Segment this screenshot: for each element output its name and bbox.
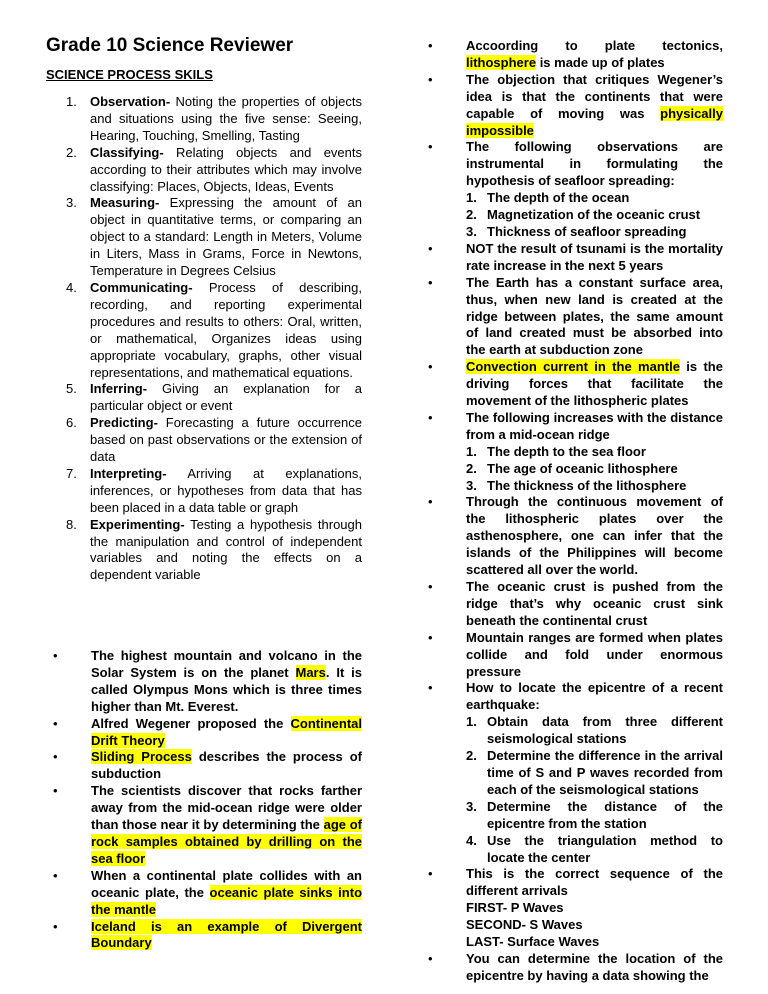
skill-number: 1. — [66, 94, 77, 109]
sub-item: 4. Use the triangulation method to locate the center — [466, 832, 723, 865]
skill-description: Giving an explanation for a particular object or event — [90, 381, 362, 414]
skill-item — [46, 381, 362, 415]
fact-item: • Convection current in the mantle is the driving forces that facilitate the movement of the lithospheric plates — [421, 359, 723, 410]
highlight: oceanic plate sinks into the mantle — [91, 884, 363, 917]
fact-item: • NOT the result of tsunami is the mortality rate increase in the next 5 years — [421, 241, 723, 275]
fact-item: • This is the correct sequence of the different arrivals FIRST- P Waves SECOND- S Waves LAST- Surface Waves — [421, 866, 723, 951]
skill-number: 3. — [66, 195, 77, 211]
skill-description: Testing a hypothesis through the manipulation and control of independent variables and noting the effects on a dependent variable — [90, 516, 362, 583]
fact-item: • The following increases with the distance from a mid-ocean ridge 1. The depth to the sea floor 2. The age of oceanic lithosphere 3. The thickness of the lithosphere — [421, 410, 723, 495]
skill-term: Predicting- — [90, 415, 158, 431]
skill-description: Process of describing, recording, and reporting experimental procedures and results to others: Oral, written, or mathematical, Organizes ideas using appropriate vocabulary, graphs, other visual representations, and mathematical equations. — [90, 279, 362, 380]
highlight: Iceland is an example of Divergent Boundary — [91, 918, 362, 951]
section-title: SCIENCE PROCESS SKILS — [46, 67, 213, 82]
sub-item: 2. The age of oceanic lithosphere — [466, 460, 678, 476]
page-title: Grade 10 Science Reviewer — [46, 35, 294, 56]
sub-item: 1. The depth of the ocean — [466, 190, 630, 206]
highlight: Continental Drift Theory — [91, 715, 362, 748]
arrival-line: FIRST- P Waves — [466, 900, 564, 916]
skill-item — [46, 94, 362, 145]
sub-list — [466, 444, 723, 495]
skill-number: 7. — [66, 465, 77, 481]
sub-item: 3. The thickness of the lithosphere — [466, 477, 687, 493]
fact-item: • The scientists discover that rocks farther away from the mid-ocean ridge were older than those near it by determining the age of rock samples obtained by drilling on the sea floor — [46, 783, 362, 868]
skill-term: Classifying- — [90, 144, 164, 160]
skill-description: Arriving at explanations, inferences, or hypotheses from data that has been placed in a data table or graph — [90, 465, 362, 515]
fact-item: • Accoording to plate tectonics, lithosphere is made up of plates — [421, 38, 723, 72]
skill-number: 2. — [66, 144, 77, 160]
sub-item: 2. Determine the difference in the arrival time of S and P waves recorded from each of the seismological stations — [466, 748, 723, 797]
fact-item: • Mountain ranges are formed when plates collide and fold under enormous pressure — [421, 630, 723, 681]
arrival-line: LAST- Surface Waves — [466, 934, 600, 950]
fact-item: • Sliding Process describes the process of subduction — [46, 749, 362, 783]
fact-item: • When a continental plate collides with an oceanic plate, the oceanic plate sinks into the mantle — [46, 868, 362, 919]
right-facts-list — [421, 38, 723, 985]
skill-term: Communicating- — [90, 279, 193, 295]
skill-description: Expressing the amount of an object in quantitative terms, or comparing an object to a standard: Length in Meters, Volume in Liters, Mass in Grams, Force in Newtons, Temperature in Degrees Celsius — [90, 195, 362, 279]
fact-item: • The oceanic crust is pushed from the ridge that’s why oceanic crust sink beneath the continental crust — [421, 579, 723, 630]
highlight: physically impossible — [466, 105, 723, 138]
skill-term: Observation- — [90, 94, 171, 109]
skill-item — [46, 280, 362, 381]
fact-item: • Through the continuous movement of the lithospheric plates over the asthenosphere, one can infer that the islands of the Philippines will become scattered all over the world. — [421, 494, 723, 579]
skill-term: Measuring- — [90, 195, 160, 211]
fact-item-highlighted — [46, 919, 362, 953]
highlight: Mars — [295, 664, 326, 680]
sub-list — [466, 714, 723, 866]
sub-item: 2. Magnetization of the oceanic crust — [466, 207, 701, 223]
fact-item: • Alfred Wegener proposed the Continental Drift Theory — [46, 716, 362, 750]
sub-item: 3. Thickness of seafloor spreading — [466, 223, 687, 239]
arrival-line: SECOND- S Waves — [466, 917, 583, 933]
skill-term: Experimenting- — [90, 516, 185, 532]
highlight: lithosphere — [466, 54, 537, 70]
skill-number: 5. — [66, 381, 77, 397]
fact-item: • The objection that critiques Wegener’s idea is that the continents that were capable of moving was physically impossible — [421, 72, 723, 140]
arrival-sequence — [466, 900, 723, 951]
skill-number: 6. — [66, 415, 77, 431]
fact-item: • How to locate the epicentre of a recent earthquake: 1. Obtain data from three different seismological stations 2. Determine the difference in the arrival time of S and P waves recorded from each of the seismological stations 3. Determine the distance of the epicentre from the station 4. Use the triangulation method to locate the center — [421, 680, 723, 866]
skill-item — [46, 145, 362, 196]
fact-item: • The Earth has a constant surface area, thus, when new land is created at the ridge between plates, the same amount of land created must be absorbed into the earth at subduction zone — [421, 275, 723, 360]
sub-item: 1. The depth to the sea floor — [466, 443, 646, 459]
highlight: age of rock samples obtained by drilling on the sea floor — [91, 817, 362, 866]
skill-number: 8. — [66, 516, 77, 532]
sub-item: 1. Obtain data from three different seismological stations — [466, 714, 723, 747]
fact-item: • You can determine the location of the epicentre by having a data showing the — [421, 951, 723, 985]
fact-item: • The highest mountain and volcano in the Solar System is on the planet Mars. It is called Olympus Mons which is three times higher than Mt. Everest. — [46, 648, 362, 716]
left-facts-list — [46, 648, 362, 952]
skill-item — [46, 195, 362, 280]
skill-item — [46, 466, 362, 517]
skill-number: 4. — [66, 279, 77, 295]
skill-term: Inferring- — [90, 381, 148, 397]
fact-item: • The following observations are instrumental in formulating the hypothesis of seafloor spreading: 1. The depth of the ocean 2. Magnetization of the oceanic crust 3. Thickness of seafloor spreading — [421, 139, 723, 240]
skill-item — [46, 517, 362, 585]
sub-item: 3. Determine the distance of the epicentre from the station — [466, 798, 723, 831]
process-skills-list — [46, 94, 362, 584]
sub-list — [466, 190, 723, 241]
skill-description: Forecasting a future occurrence based on past observations or the extension of data — [90, 415, 362, 465]
skill-description: Noting the properties of objects and situations using the five sense: Seeing, Hearing, Touching, Smelling, Tasting — [90, 94, 362, 143]
highlight: Convection current in the mantle — [466, 359, 680, 375]
skill-description: Relating objects and events according to their attributes which may involve classifying: Places, Objects, Ideas, Events — [90, 144, 362, 194]
highlight: Sliding Process — [91, 749, 192, 765]
skill-item — [46, 415, 362, 466]
skill-term: Interpreting- — [90, 465, 167, 481]
